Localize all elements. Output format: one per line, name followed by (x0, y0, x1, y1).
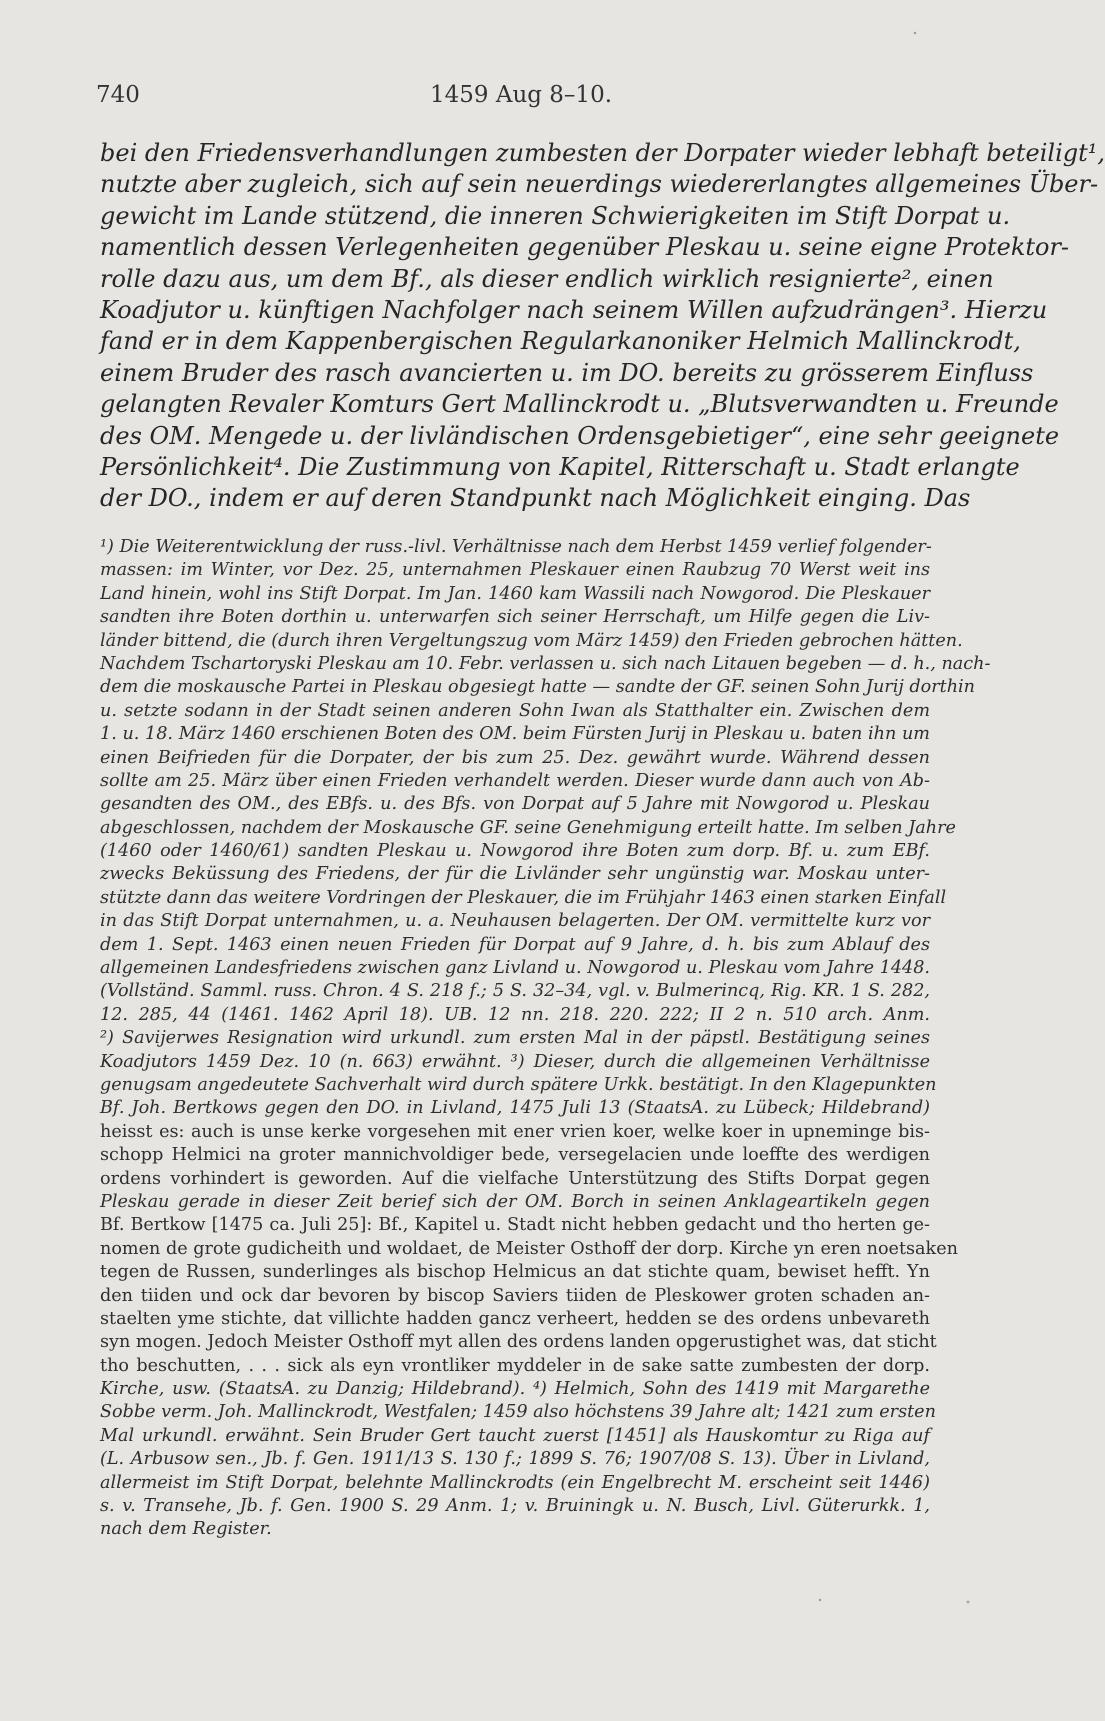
page-number: 740 (96, 82, 140, 108)
main-text-line: bei den Friedensverhandlungen zumbesten der Dorpater wieder lebhaft beteiligt¹, (100, 139, 1105, 167)
page-header (0, 82, 1000, 122)
main-text-line: namentlich dessen Verlegenheiten gegenüber Pleskau u. seine eigne Protektor- (100, 233, 1070, 262)
footnote-line: stützte dann das weitere Vordringen der Pleskauer, die im Frühjahr 1463 einen starken Einfall (100, 887, 947, 908)
footnote-line: zwecks Beküssung des Friedens, der für die Livländer sehr ungünstig war. Moskau unter- (100, 864, 930, 885)
footnote-line: genugsam angedeutete Sachverhalt wird durch spätere Urkk. bestätigt. In den Klagepunkten (100, 1074, 937, 1095)
footnote-line: staelten yme stichte, dat villichte hadden gancz verheert, hedden se des ordens unbevareth (100, 1308, 930, 1329)
footnote-line: Land hinein, wohl ins Stift Dorpat. Im Jan. 1460 kam Wassili nach Nowgorod. Die Pleskauer (100, 583, 930, 604)
footnote-line: syn mogen. Jedoch Meister Osthoff myt allen des ordens landen opgerustighet was, dat sticht (100, 1332, 937, 1353)
main-text-line: der DO., indem er auf deren Standpunkt nach Möglichkeit einging. Das (100, 484, 971, 513)
footnote-line: ordens vorhindert is geworden. Auf die vielfache Unterstützung des Stifts Dorpat gegen (100, 1168, 930, 1189)
main-text-line: gelangten Revaler Komturs Gert Mallinckrodt u. „Blutsverwandten u. Freunde (100, 390, 1059, 419)
footnote-line: allgemeinen Landesfriedens zwischen ganz Livland u. Nowgorod u. Pleskau vom Jahre 1448. (100, 958, 930, 979)
footnote-line: Kirche, usw. (StaatsA. zu Danzig; Hildebrand). ⁴) Helmich, Sohn des 1419 mit Margarethe (100, 1379, 930, 1400)
main-text-block (100, 138, 1105, 515)
footnote-line: ²) Savijerwes Resignation wird urkundl. zum ersten Mal in der päpstl. Bestätigung seines (100, 1028, 930, 1049)
main-text-line: einem Bruder des rasch avancierten u. im DO. bereits zu grösserem Einfluss (100, 358, 1034, 387)
footnote-line: einen Beifrieden für die Dorpater, der bis zum 25. Dez. gewährt wurde. Während dessen (100, 747, 930, 768)
footnote-line: sandten ihre Boten dorthin u. unterwarfen sich seiner Herrschaft, um Hilfe gegen die Liv- (100, 607, 930, 628)
footnote-line: Nachdem Tschartoryski Pleskau am 10. Febr. verlassen u. sich nach Litauen begeben — d. h., nach- (100, 653, 991, 674)
footnote-line: (Vollständ. Samml. russ. Chron. 4 S. 218 f.; 5 S. 32–34, vgl. v. Bulmerincq, Rig. KR. 1 S. 282, (100, 981, 930, 1002)
footnote-line: gesandten des OM., des EBfs. u. des Bfs. von Dorpat auf 5 Jahre mit Nowgorod u. Pleskau (100, 794, 930, 815)
footnote-line: Mal urkundl. erwähnt. Sein Bruder Gert taucht zuerst [1451] als Hauskomtur zu Riga auf (100, 1425, 930, 1446)
footnote-line: massen: im Winter, vor Dez. 25, unternahmen Pleskauer einen Raubzug 70 Werst weit ins (100, 560, 930, 581)
footnote-line: u. setzte sodann in der Stadt seinen anderen Sohn Iwan als Statthalter ein. Zwischen dem (100, 700, 930, 721)
footnote-line: 12. 285, 44 (1461. 1462 April 18). UB. 12 nn. 218. 220. 222; II 2 n. 510 arch. Anm. (100, 1004, 930, 1025)
footnote-line: Bf. Joh. Bertkows gegen den DO. in Livland, 1475 Juli 13 (StaatsA. zu Lübeck; Hildebrand) (100, 1098, 930, 1119)
footnote-line: tho beschutten, . . . sick als eyn vrontliker myddeler in de sake satte zumbesten der dorp. (100, 1355, 930, 1376)
footnote-line: schopp Helmici na groter mannichvoldiger bede, versegelacien unde loeffte des werdigen (100, 1145, 930, 1166)
footnote-line: (L. Arbusow sen., Jb. f. Gen. 1911/13 S. 130 f.; 1899 S. 76; 1907/08 S. 13). Über in Livland, (100, 1449, 930, 1470)
main-text-line: des OM. Mengede u. der livländischen Ordensgebietiger“, eine sehr geeignete (100, 421, 1060, 450)
main-text-line: fand er in dem Kappenbergischen Regularkanoniker Helmich Mallinckrodt, (100, 327, 1021, 356)
footnote-line: länder bittend, die (durch ihren Vergeltungszug vom März 1459) den Frieden gebrochen hätten. (100, 630, 963, 651)
footnote-line: Bf. Bertkow [1475 ca. Juli 25]: Bf., Kapitel u. Stadt nicht hebben gedacht und tho herten ge- (100, 1215, 930, 1236)
footnote-line: den tiiden und ock dar bevoren by biscop Saviers tiiden de Pleskower groten schaden an- (100, 1285, 930, 1306)
footnote-line: 1. u. 18. März 1460 erschienen Boten des OM. beim Fürsten Jurij in Pleskau u. baten ihn um (100, 724, 930, 745)
main-text-line: gewicht im Lande stützend, die inneren Schwierigkeiten im Stift Dorpat u. (100, 201, 1011, 230)
footnote-line: nomen de grote gudicheith und woldaet, de Meister Osthoff der dorp. Kirche yn eren noetsaken (100, 1238, 958, 1259)
main-text-line: rolle dazu aus, um dem Bf., als dieser endlich wirklich resignierte², einen (100, 264, 994, 293)
footnote-line: heisst es: auch is unse kerke vorgesehen mit ener vrien koer, welke koer in upneminge bis- (100, 1121, 930, 1142)
footnote-line: in das Stift Dorpat unternahmen, u. a. Neuhausen belagerten. Der OM. vermittelte kurz vor (100, 911, 930, 932)
main-text-line: Koadjutor u. künftigen Nachfolger nach seinem Willen aufzudrängen³. Hierzu (100, 295, 1048, 324)
running-head-date: 1459 Aug 8–10. (430, 82, 613, 108)
footnote-line: Koadjutors 1459 Dez. 10 (n. 663) erwähnt. ³) Dieser, durch die allgemeinen Verhältnisse (100, 1051, 930, 1072)
footnote-line: sollte am 25. März über einen Frieden verhandelt werden. Dieser wurde dann auch von Ab- (100, 770, 930, 791)
footnote-line: (1460 oder 1460/61) sandten Pleskau u. Nowgorod ihre Boten zum dorp. Bf. u. zum EBf. (100, 841, 930, 862)
footnote-line: ¹) Die Weiterentwicklung der russ.-livl. Verhältnisse nach dem Herbst 1459 verlief folgender- (100, 537, 932, 557)
footnote-line: allermeist im Stift Dorpat, belehnte Mallinckrodts (ein Engelbrecht M. erscheint seit 1446) (100, 1472, 930, 1493)
footnote-line: nach dem Register. (100, 1519, 272, 1540)
footnote-line: s. v. Transehe, Jb. f. Gen. 1900 S. 29 Anm. 1; v. Bruiningk u. N. Busch, Livl. Güterurkk. 1, (100, 1496, 930, 1517)
footnotes-block (100, 536, 991, 1542)
footnote-line: dem die moskausche Partei in Pleskau obgesiegt hatte — sandte der GF. seinen Sohn Jurij dorthin (100, 677, 975, 698)
footnote-line: Pleskau gerade in dieser Zeit berief sich der OM. Borch in seinen Anklageartikeln gegen (100, 1191, 930, 1212)
footnote-line: tegen de Russen, sunderlinges als bischop Helmicus an dat stichte quam, bewiset hefft. Yn (100, 1262, 930, 1283)
footnote-line: dem 1. Sept. 1463 einen neuen Frieden für Dorpat auf 9 Jahre, d. h. bis zum Ablauf des (100, 934, 930, 955)
main-text-line: Persönlichkeit⁴. Die Zustimmung von Kapitel, Ritterschaft u. Stadt erlangte (100, 452, 1020, 481)
main-text-line: nutzte aber zugleich, sich auf sein neuerdings wiedererlangtes allgemeines Über- (100, 170, 1099, 199)
footnote-line: abgeschlossen, nachdem der Moskausche GF. seine Genehmigung erteilt hatte. Im selben Jahre (100, 817, 956, 838)
footnote-line: Sobbe verm. Joh. Mallinckrodt, Westfalen; 1459 also höchstens 39 Jahre alt; 1421 zum ersten (100, 1402, 936, 1423)
